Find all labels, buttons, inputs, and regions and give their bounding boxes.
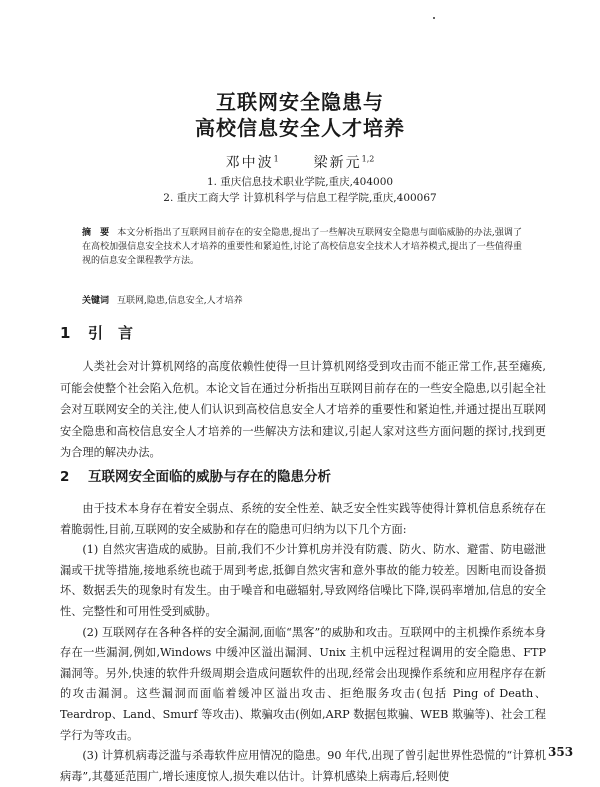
author-2-affil-mark: 1,2 [361, 154, 375, 164]
section-2-body [60, 499, 546, 787]
keywords [82, 294, 522, 308]
author-1: 邓中波 [225, 155, 274, 171]
section-1-body [60, 356, 546, 464]
section-1-number: 1 [60, 324, 71, 342]
affiliation-2: 2. 重庆工商大学 计算机科学与信息工程学院,重庆,400067 [163, 192, 437, 204]
paragraph: 人类社会对计算机网络的高度依赖性使得一旦计算机网络受到攻击而不能正常工作,甚至瘫痪,可能会使整个社会陷入危机。本论文旨在通过分析指出互联网目前存在的一些安全隐患,以引起全社会对互联网安全的关注,使人们认识到高校信息安全人才培养的重要性和紧迫性,并通过提出互联网安全隐患和高校信息安全人才培养的一些解决方法和建议,引起人家对这些方面问题的探讨,找到更为合理的解决办法。 [60, 360, 546, 459]
author-2: 梁新元 [313, 155, 362, 171]
keywords-label: 关键词 [82, 296, 110, 306]
author-1-affil-mark: 1 [273, 154, 279, 164]
paragraph: 由于技术本身存在着安全弱点、系统的安全性差、缺乏安全性实践等使得计算机信息系统存在着脆弱性,目前,互联网的安全威胁和存在的隐患可归纳为以下几个方面: [60, 502, 546, 536]
abstract-text: 本文分析指出了互联网目前存在的安全隐患,提出了一些解决互联网安全隐患与面临威胁的办法,强调了在高校加强信息安全技术人才培养的重要性和紧迫性,讨论了高校信息安全技术人才培养模式,提出了一些值得重视的信息安全课程教学方法。 [82, 228, 522, 266]
section-1-title: 引 言 [88, 324, 134, 342]
section-2-title: 互联网安全面临的威胁与存在的隐患分析 [88, 469, 331, 485]
paragraph: (2) 互联网存在各种各样的安全漏洞,面临“黑客”的威胁和攻击。互联网中的主机操作系统本身存在一些漏洞,例如,Windows 中缓冲区溢出漏洞、Unix 主机中远程过程调用的安全隐患、FTP 漏洞等。另外,快速的软件升级周期会造成问题软件的出现,经常会出现操作系统和应用程序存在新的攻击漏洞。这些漏洞而面临着缓冲区溢出攻击、拒绝服务攻击(包括 Ping of Death、Teardrop、Land、Smurf 等攻击)、欺骗攻击(例如,ARP 数据包欺骗、WEB 欺骗等)、社会工程学行为等攻击。 [60, 625, 546, 742]
paragraph: (1) 自然灾害造成的威胁。目前,我们不少计算机房并没有防震、防火、防水、避雷、防电磁泄漏或干扰等措施,接地系统也疏于周到考虑,抵御自然灾害和意外事故的能力较差。因断电而设备损坏、数据丢失的现象时有发生。由于噪音和电磁辐射,导致网络信噪比下降,误码率增加,信息的安全性、完整性和可用性受到威胁。 [60, 543, 546, 618]
paragraph: (3) 计算机病毒泛滥与杀毒软件应用情况的隐患。90 年代,出现了曾引起世界性恐慌的“计算机病毒”,其蔓延范围广,增长速度惊人,损失难以估计。计算机感染上病毒后,轻则使 [60, 749, 546, 783]
title-line-2: 高校信息安全人才培养 [195, 116, 405, 140]
section-2-number: 2 [60, 469, 70, 485]
page-number: 353 [548, 745, 574, 759]
scan-speck [433, 17, 435, 19]
section-2-heading [60, 465, 331, 485]
author-line [0, 152, 600, 172]
title-line-1: 互联网安全隐患与 [216, 90, 384, 114]
keywords-text: 互联网,隐患,信息安全,人才培养 [117, 296, 243, 306]
abstract [82, 226, 522, 268]
abstract-label: 摘 要 [82, 228, 110, 238]
section-1-heading [60, 322, 133, 343]
affiliation-1: 1. 重庆信息技术职业学院,重庆,404000 [206, 176, 394, 188]
